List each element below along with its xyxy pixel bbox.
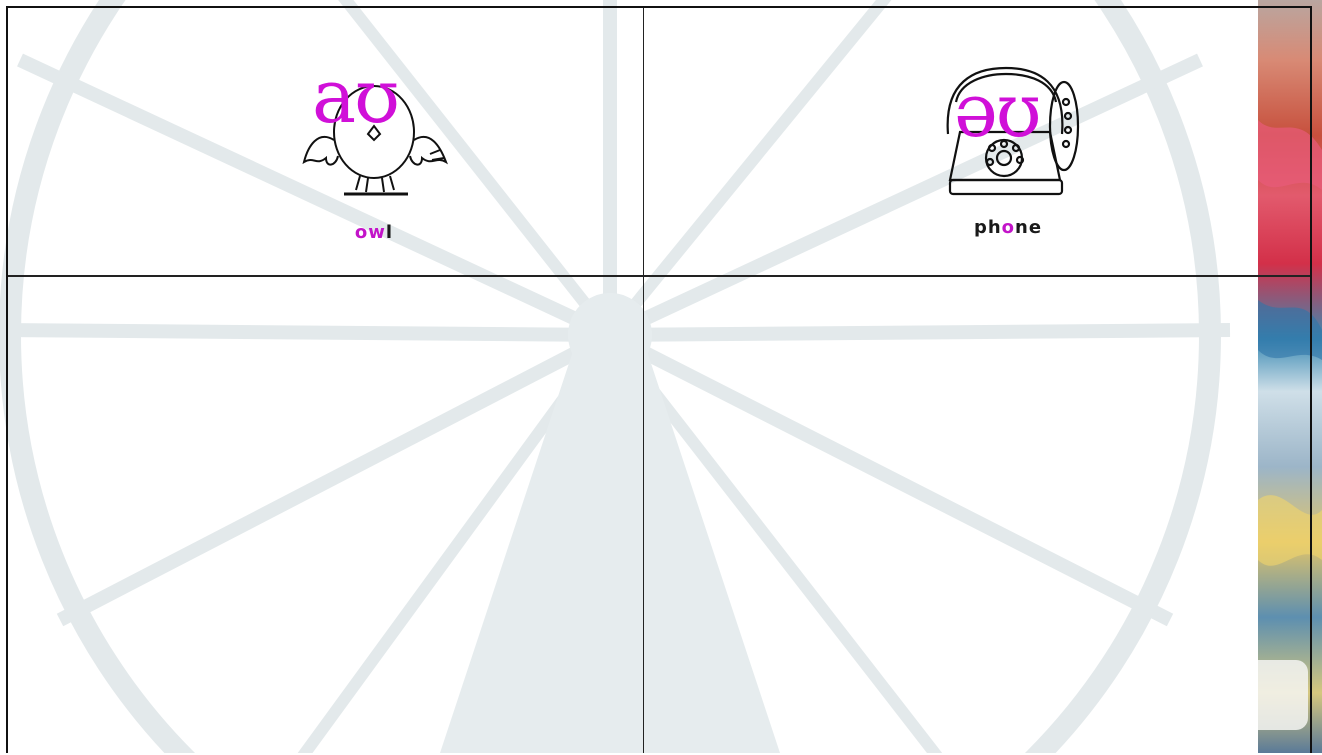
word-suffix: ne — [1015, 217, 1043, 238]
word-highlight: o — [1001, 217, 1016, 238]
card-empty-left — [8, 277, 643, 755]
word-suffix: l — [385, 222, 394, 243]
example-word — [908, 217, 1108, 238]
ipa-symbol: aʊ — [312, 54, 399, 140]
card-empty-right — [644, 277, 1312, 755]
word-highlight: ow — [354, 222, 386, 243]
example-word — [274, 222, 474, 243]
ipa-symbol: əʊ — [954, 68, 1040, 154]
card-owl[interactable] — [8, 8, 643, 275]
word-prefix: ph — [973, 217, 1002, 238]
card-phone[interactable] — [644, 8, 1312, 275]
flashcard-grid — [6, 6, 1312, 753]
